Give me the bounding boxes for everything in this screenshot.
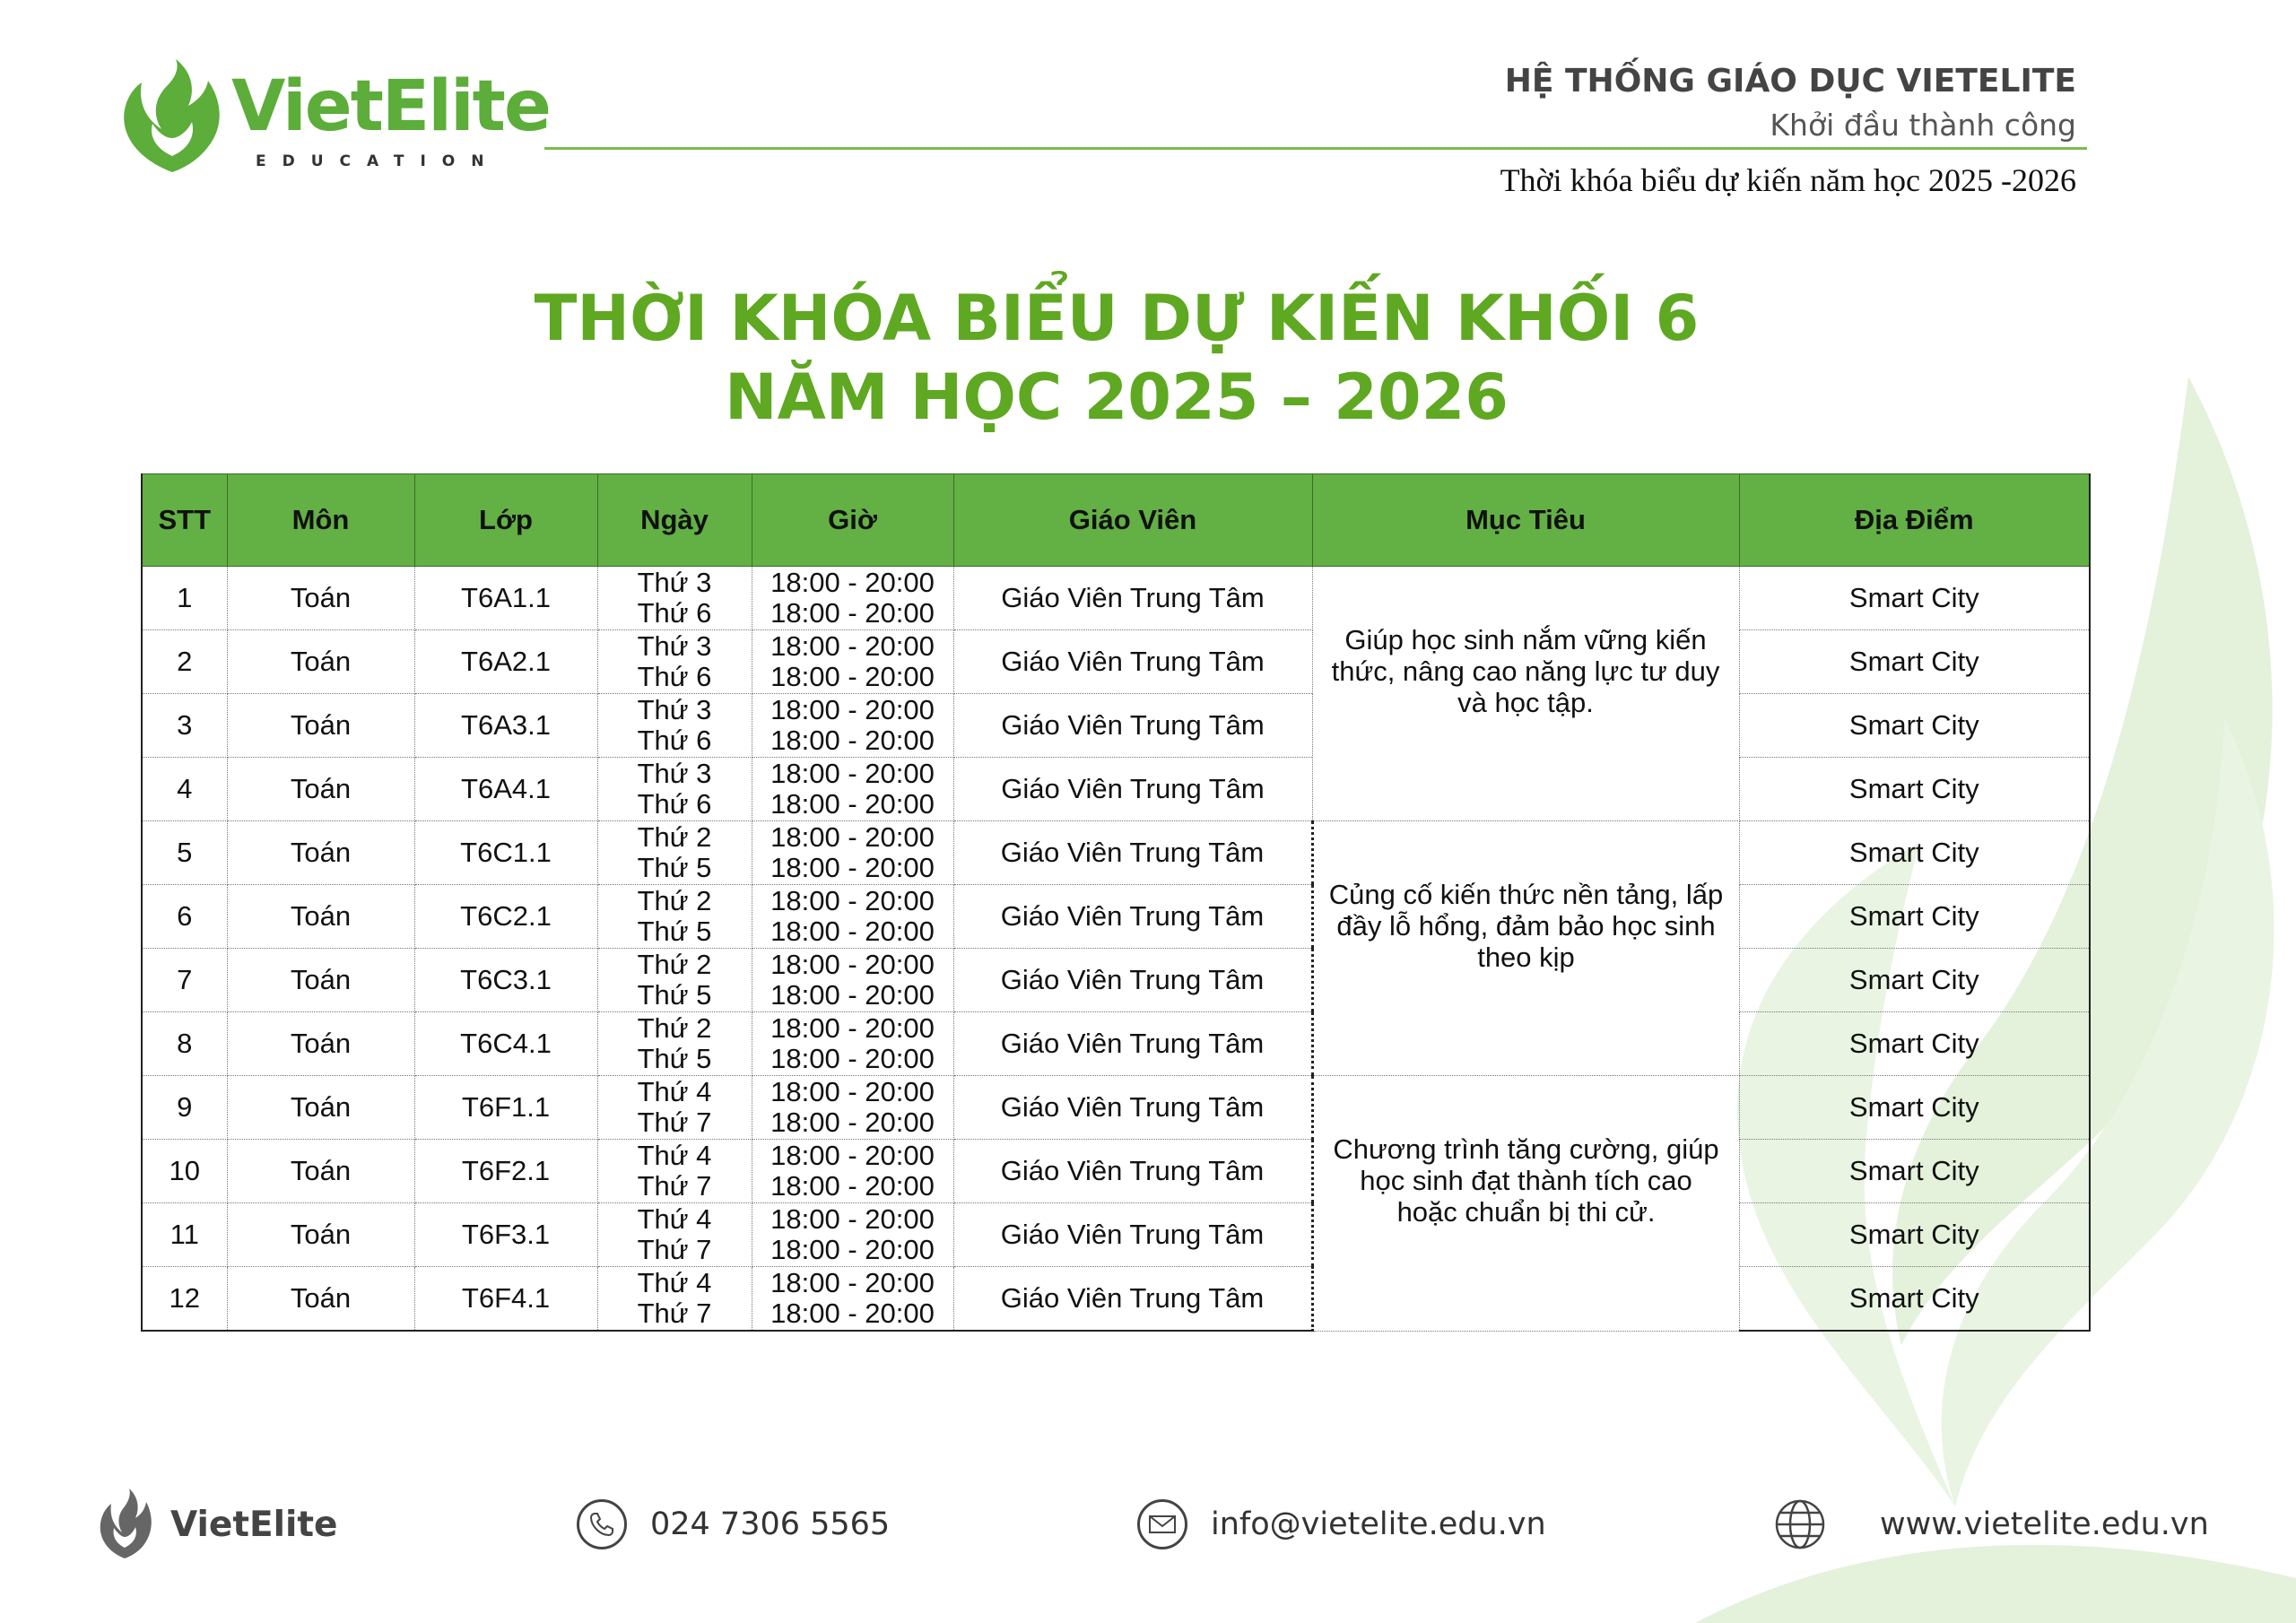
day-line: Thứ 7: [637, 1170, 712, 1202]
cell-dia-diem: Smart City: [1739, 949, 2090, 1012]
day-line: Thứ 4: [637, 1203, 712, 1235]
cell-gio: [752, 1140, 953, 1203]
cell-lop: T6F3.1: [414, 1203, 597, 1267]
cell-mon: Toán: [227, 885, 414, 949]
footer-phone: [577, 1484, 890, 1565]
time-line: 18:00 - 20:00: [770, 821, 935, 853]
time-line: 18:00 - 20:00: [770, 1234, 935, 1265]
cell-ngay: [597, 630, 752, 694]
mail-icon: [1137, 1499, 1187, 1549]
table-header-row: [142, 474, 2090, 567]
day-line: Thứ 5: [637, 916, 712, 947]
table-row: [142, 1012, 2090, 1076]
cell-gio: [752, 567, 953, 630]
cell-stt: 9: [142, 1076, 227, 1140]
time-line: 18:00 - 20:00: [770, 1107, 935, 1138]
cell-gio: [752, 630, 953, 694]
cell-giao-vien: Giáo Viên Trung Tâm: [953, 1076, 1312, 1140]
day-line: Thứ 7: [637, 1107, 712, 1138]
day-line: Thứ 4: [637, 1267, 712, 1298]
day-line: Thứ 7: [637, 1234, 712, 1265]
cell-stt: 8: [142, 1012, 227, 1076]
table-row: [142, 949, 2090, 1012]
time-line: 18:00 - 20:00: [770, 567, 935, 598]
cell-mon: Toán: [227, 1140, 414, 1203]
day-line: Thứ 2: [637, 1012, 712, 1044]
day-line: Thứ 2: [637, 949, 712, 980]
day-line: Thứ 5: [637, 852, 712, 883]
day-line: Thứ 6: [637, 725, 712, 756]
cell-ngay: [597, 1012, 752, 1076]
time-line: 18:00 - 20:00: [770, 1012, 935, 1044]
cell-gio: [752, 694, 953, 758]
cell-stt: 3: [142, 694, 227, 758]
time-line: 18:00 - 20:00: [770, 788, 935, 820]
cell-mon: Toán: [227, 630, 414, 694]
cell-giao-vien: Giáo Viên Trung Tâm: [953, 1140, 1312, 1203]
flame-logo-icon: [117, 59, 229, 176]
cell-ngay: [597, 567, 752, 630]
cell-dia-diem: Smart City: [1739, 630, 2090, 694]
table-row: [142, 1140, 2090, 1203]
day-line: Thứ 3: [637, 694, 712, 725]
page-title-line2: NĂM HỌC 2025 – 2026: [724, 360, 1509, 434]
day-line: Thứ 3: [637, 758, 712, 789]
cell-lop: T6A2.1: [414, 630, 597, 694]
schedule-table: [141, 473, 2091, 1332]
table-body: [142, 567, 2090, 1332]
table-row: [142, 821, 2090, 885]
time-line: 18:00 - 20:00: [770, 758, 935, 789]
column-header-dia-diem: Địa Điểm: [1739, 474, 2090, 567]
cell-ngay: [597, 758, 752, 821]
table-row: [142, 1203, 2090, 1267]
cell-ngay: [597, 1076, 752, 1140]
time-line: 18:00 - 20:00: [770, 725, 935, 756]
cell-ngay: [597, 694, 752, 758]
cell-ngay: [597, 821, 752, 885]
time-line: 18:00 - 20:00: [770, 661, 935, 692]
day-line: Thứ 2: [637, 885, 712, 916]
cell-dia-diem: Smart City: [1739, 1076, 2090, 1140]
cell-stt: 10: [142, 1140, 227, 1203]
cell-mon: Toán: [227, 694, 414, 758]
vietelite-logo: [117, 52, 550, 187]
time-line: 18:00 - 20:00: [770, 979, 935, 1011]
cell-giao-vien: Giáo Viên Trung Tâm: [953, 630, 1312, 694]
cell-stt: 5: [142, 821, 227, 885]
day-line: Thứ 3: [637, 630, 712, 662]
cell-lop: T6F2.1: [414, 1140, 597, 1203]
day-line: Thứ 6: [637, 661, 712, 692]
time-line: 18:00 - 20:00: [770, 1140, 935, 1171]
cell-giao-vien: Giáo Viên Trung Tâm: [953, 1203, 1312, 1267]
phone-icon: [577, 1499, 627, 1549]
cell-giao-vien: Giáo Viên Trung Tâm: [953, 885, 1312, 949]
cell-lop: T6A4.1: [414, 758, 597, 821]
cell-dia-diem: Smart City: [1739, 758, 2090, 821]
cell-ngay: [597, 1203, 752, 1267]
time-line: 18:00 - 20:00: [770, 1170, 935, 1202]
cell-giao-vien: Giáo Viên Trung Tâm: [953, 758, 1312, 821]
cell-stt: 7: [142, 949, 227, 1012]
cell-dia-diem: Smart City: [1739, 1140, 2090, 1203]
cell-ngay: [597, 1140, 752, 1203]
time-line: 18:00 - 20:00: [770, 1203, 935, 1235]
day-line: Thứ 7: [637, 1298, 712, 1329]
footer-email-address[interactable]: info@vietelite.edu.vn: [1211, 1506, 1546, 1542]
column-header-lop: Lớp: [414, 474, 597, 567]
logo-subtext: EDUCATION: [256, 152, 500, 170]
cell-dia-diem: Smart City: [1739, 1012, 2090, 1076]
cell-gio: [752, 1267, 953, 1332]
footer-brand-name: VietElite: [170, 1504, 338, 1545]
globe-icon: [1774, 1498, 1826, 1550]
cell-dia-diem: Smart City: [1739, 694, 2090, 758]
table-row: [142, 694, 2090, 758]
time-line: 18:00 - 20:00: [770, 630, 935, 662]
time-line: 18:00 - 20:00: [770, 1043, 935, 1074]
cell-mon: Toán: [227, 1203, 414, 1267]
day-line: Thứ 2: [637, 821, 712, 853]
column-header-ngay: Ngày: [597, 474, 752, 567]
day-line: Thứ 4: [637, 1076, 712, 1107]
time-line: 18:00 - 20:00: [770, 1076, 935, 1107]
table-row: [142, 885, 2090, 949]
table-row: [142, 567, 2090, 630]
table-row: [142, 1267, 2090, 1332]
table-row: [142, 1076, 2090, 1140]
cell-stt: 6: [142, 885, 227, 949]
cell-stt: 1: [142, 567, 227, 630]
day-line: Thứ 4: [637, 1140, 712, 1171]
day-line: Thứ 5: [637, 1043, 712, 1074]
cell-lop: T6C1.1: [414, 821, 597, 885]
time-line: 18:00 - 20:00: [770, 916, 935, 947]
header-divider: [544, 147, 2087, 150]
cell-dia-diem: Smart City: [1739, 567, 2090, 630]
column-header-stt: STT: [142, 474, 227, 567]
footer-website-url[interactable]: www.vietelite.edu.vn: [1880, 1506, 2209, 1542]
cell-mon: Toán: [227, 1267, 414, 1332]
page-title-line1: THỜI KHÓA BIỂU DỰ KIẾN KHỐI 6: [534, 282, 1700, 355]
time-line: 18:00 - 20:00: [770, 1298, 935, 1329]
day-line: Thứ 5: [637, 979, 712, 1011]
cell-stt: 4: [142, 758, 227, 821]
cell-lop: T6F1.1: [414, 1076, 597, 1140]
cell-lop: T6A1.1: [414, 567, 597, 630]
organization-name: HỆ THỐNG GIÁO DỤC VIETELITE: [1504, 63, 2076, 100]
goal-text: Giúp học sinh nắm vững kiến thức, nâng cao năng lực tư duy và học tập.: [1331, 624, 1720, 718]
footer-email: [1137, 1484, 1546, 1565]
column-header-gio: Giờ: [752, 474, 953, 567]
cell-mon: Toán: [227, 1012, 414, 1076]
cell-mon: Toán: [227, 1076, 414, 1140]
cell-mon: Toán: [227, 949, 414, 1012]
cell-lop: T6A3.1: [414, 694, 597, 758]
footer-website: [1774, 1484, 2209, 1565]
logo-text: VietElite: [231, 66, 550, 147]
footer-brand: [97, 1484, 337, 1565]
cell-gio: [752, 1203, 953, 1267]
cell-mon: Toán: [227, 567, 414, 630]
cell-muc-tieu: [1312, 821, 1739, 1076]
document-subtitle: Thời khóa biểu dự kiến năm học 2025 -2026: [1500, 162, 2076, 198]
column-header-mon: Môn: [227, 474, 414, 567]
cell-dia-diem: Smart City: [1739, 821, 2090, 885]
time-line: 18:00 - 20:00: [770, 597, 935, 629]
flame-logo-icon: [97, 1488, 152, 1560]
day-line: Thứ 3: [637, 567, 712, 598]
cell-lop: T6C2.1: [414, 885, 597, 949]
cell-giao-vien: Giáo Viên Trung Tâm: [953, 694, 1312, 758]
cell-dia-diem: Smart City: [1739, 1267, 2090, 1332]
cell-gio: [752, 885, 953, 949]
cell-dia-diem: Smart City: [1739, 885, 2090, 949]
slogan: Khởi đầu thành công: [1770, 108, 2076, 143]
cell-giao-vien: Giáo Viên Trung Tâm: [953, 949, 1312, 1012]
cell-muc-tieu: [1312, 1076, 1739, 1332]
cell-ngay: [597, 949, 752, 1012]
cell-gio: [752, 1076, 953, 1140]
column-header-giao-vien: Giáo Viên: [953, 474, 1312, 567]
time-line: 18:00 - 20:00: [770, 852, 935, 883]
cell-stt: 12: [142, 1267, 227, 1332]
cell-mon: Toán: [227, 821, 414, 885]
time-line: 18:00 - 20:00: [770, 885, 935, 916]
cell-lop: T6C3.1: [414, 949, 597, 1012]
cell-mon: Toán: [227, 758, 414, 821]
goal-text: Chương trình tăng cường, giúp học sinh đạt thành tích cao hoặc chuẩn bị thi cử.: [1333, 1133, 1719, 1228]
cell-lop: T6C4.1: [414, 1012, 597, 1076]
table-row: [142, 630, 2090, 694]
footer-phone-number: 024 7306 5565: [650, 1506, 891, 1542]
time-line: 18:00 - 20:00: [770, 949, 935, 980]
time-line: 18:00 - 20:00: [770, 694, 935, 725]
cell-dia-diem: Smart City: [1739, 1203, 2090, 1267]
goal-text: Củng cố kiến thức nền tảng, lấp đầy lỗ hổng, đảm bảo học sinh theo kịp: [1328, 879, 1724, 973]
cell-muc-tieu: [1312, 567, 1739, 821]
day-line: Thứ 6: [637, 788, 712, 820]
cell-giao-vien: Giáo Viên Trung Tâm: [953, 821, 1312, 885]
table-row: [142, 758, 2090, 821]
cell-gio: [752, 949, 953, 1012]
cell-ngay: [597, 1267, 752, 1332]
day-line: Thứ 6: [637, 597, 712, 629]
cell-stt: 11: [142, 1203, 227, 1267]
cell-gio: [752, 758, 953, 821]
cell-stt: 2: [142, 630, 227, 694]
cell-giao-vien: Giáo Viên Trung Tâm: [953, 1267, 1312, 1332]
cell-giao-vien: Giáo Viên Trung Tâm: [953, 567, 1312, 630]
cell-lop: T6F4.1: [414, 1267, 597, 1332]
cell-gio: [752, 821, 953, 885]
cell-gio: [752, 1012, 953, 1076]
cell-ngay: [597, 885, 752, 949]
cell-giao-vien: Giáo Viên Trung Tâm: [953, 1012, 1312, 1076]
time-line: 18:00 - 20:00: [770, 1267, 935, 1298]
column-header-muc-tieu: Mục Tiêu: [1312, 474, 1739, 567]
